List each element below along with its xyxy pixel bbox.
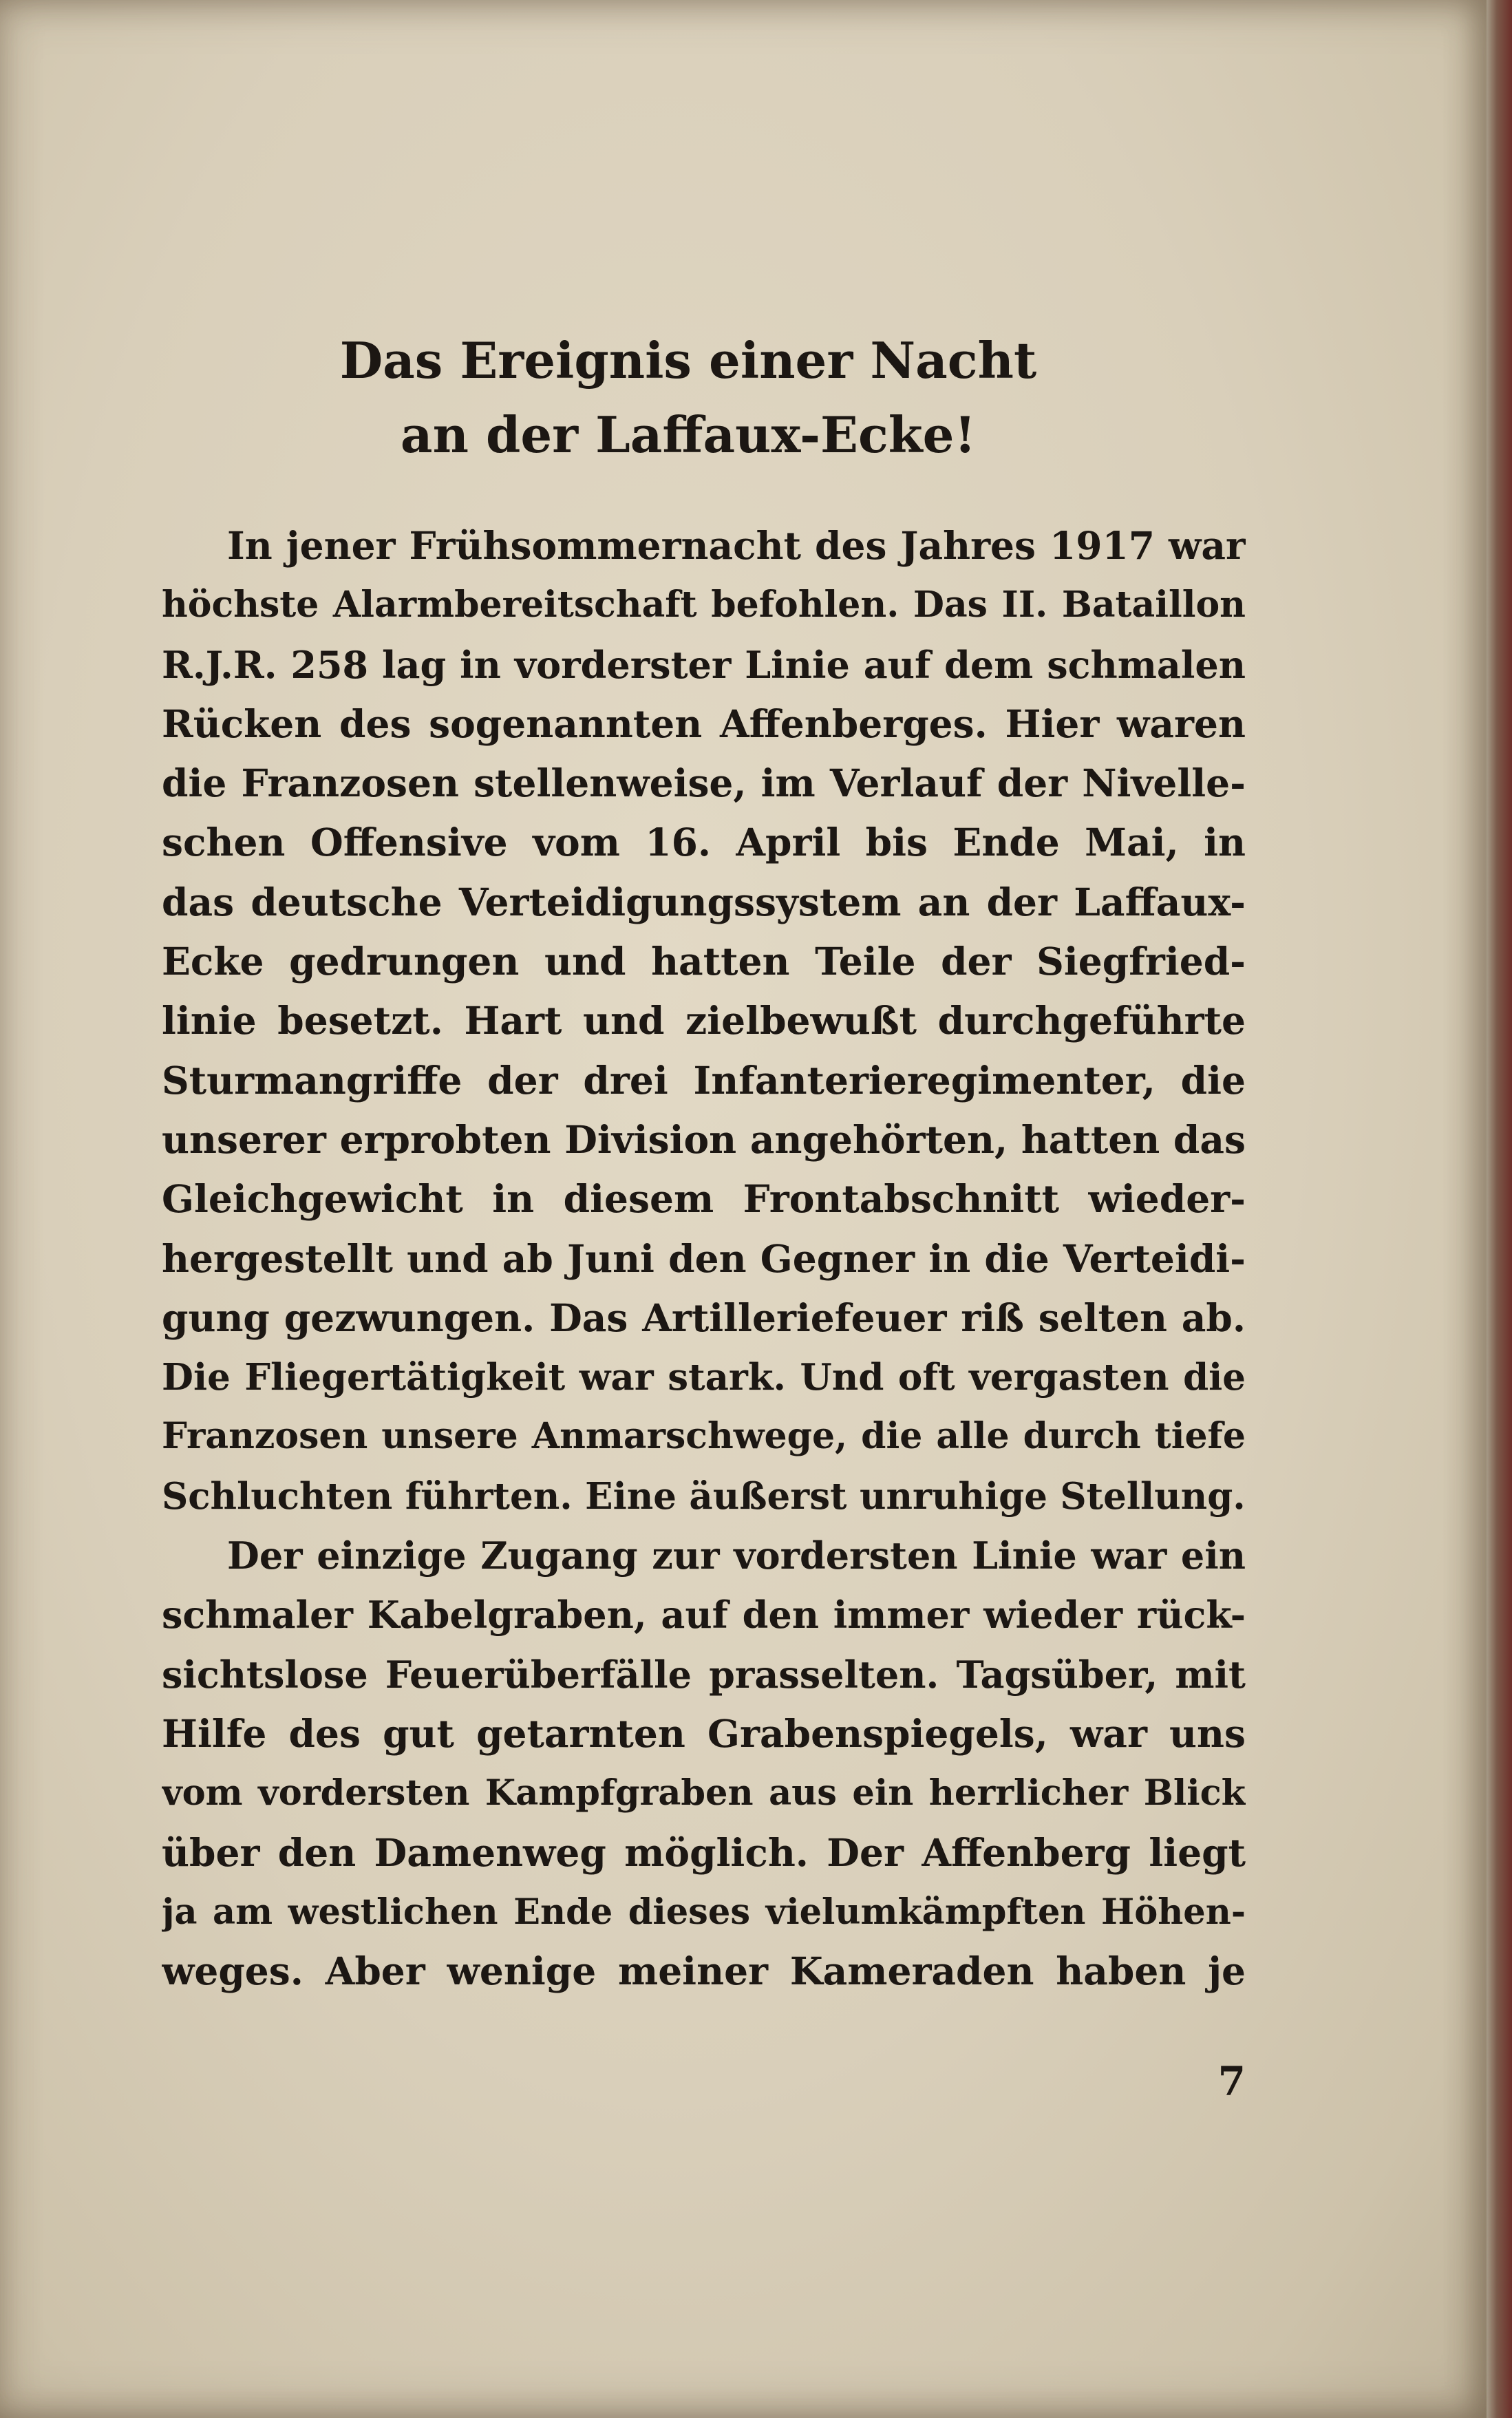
text-line: Ecke gedrungen und hatten Teile der Siegfried- [162, 939, 1246, 984]
text-line: sichtslose Feuerüberfälle prasselten. Tagsüber, mit [162, 1652, 1246, 1697]
chapter-title-line-1: Das Ereignis einer Nacht [339, 331, 1037, 390]
text-line: hergestellt und ab Juni den Gegner in die Verteidi- [162, 1235, 1246, 1281]
text-line: das deutsche Verteidigungssystem an der Laffaux- [162, 879, 1246, 924]
text-line: schmaler Kabelgraben, auf den immer wieder rück- [162, 1593, 1246, 1637]
text-line: Franzosen unsere Anmarschwege, die alle durch tiefe [162, 1415, 1246, 1458]
text-line: Hilfe des gut getarnten Grabenspiegels, war uns [162, 1710, 1246, 1756]
text-line: unserer erprobten Division angehörten, hatten das [162, 1116, 1246, 1162]
text-line: Sturmangriffe der drei Infanterieregimenter, die [162, 1057, 1246, 1103]
text-line: vom vordersten Kampfgraben aus ein herrlicher Blick [162, 1772, 1246, 1814]
text-line: über den Damenweg möglich. Der Affenberg liegt [162, 1830, 1246, 1875]
text-line: R.J.R. 258 lag in vorderster Linie auf dem schmalen [162, 642, 1246, 687]
text-line: Schluchten führten. Eine äußerst unruhige Stellung. [162, 1474, 1246, 1518]
text-line: linie besetzt. Hart und zielbewußt durchgeführte [162, 998, 1246, 1043]
text-line: weges. Aber wenige meiner Kameraden haben je [162, 1949, 1246, 1994]
text-line: gung gezwungen. Das Artilleriefeuer riß selten ab. [162, 1295, 1246, 1340]
chapter-title-line-2: an der Laffaux-Ecke! [400, 405, 977, 464]
book-cover-edge [1487, 0, 1512, 2418]
page-number: 7 [1217, 2058, 1246, 2105]
text-line: In jener Frühsommernacht des Jahres 1917 war [227, 523, 1246, 568]
chapter-title [0, 324, 1376, 472]
text-line: die Franzosen stellenweise, im Verlauf der Nivelle- [162, 761, 1246, 806]
text-line: schen Offensive vom 16. April bis Ende Mai, in [162, 820, 1246, 865]
text-line: Der einzige Zugang zur vordersten Linie war ein [227, 1534, 1246, 1578]
text-line: Die Fliegertätigkeit war stark. Und oft vergasten die [162, 1356, 1246, 1399]
text-line: ja am westlichen Ende dieses vielumkämpften Höhen- [162, 1891, 1246, 1933]
text-line: Gleichgewicht in diesem Frontabschnitt wieder- [162, 1176, 1246, 1222]
body-text [162, 516, 1246, 2001]
text-line: höchste Alarmbereitschaft befohlen. Das II. Bataillon [162, 584, 1246, 626]
text-line: Rücken des sogenannten Affenberges. Hier waren [162, 701, 1246, 746]
